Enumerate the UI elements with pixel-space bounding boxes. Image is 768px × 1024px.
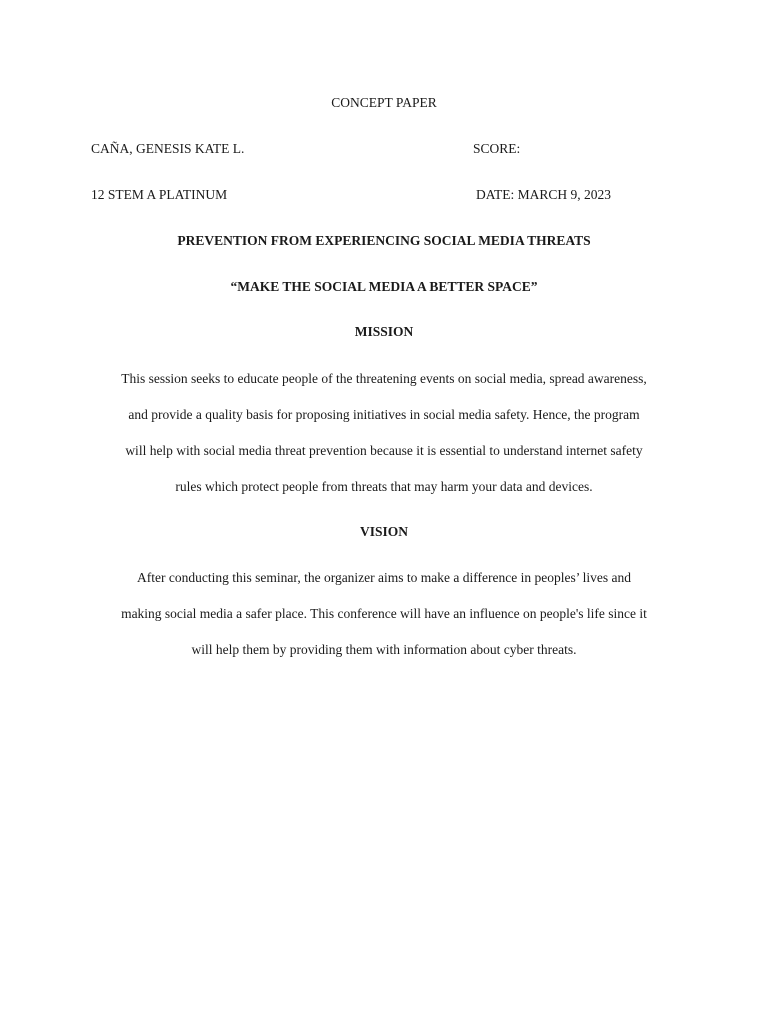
vision-line: will help them by providing them with information about cyber threats. [191, 642, 577, 657]
mission-heading: MISSION [354, 324, 414, 339]
paper-title: PREVENTION FROM EXPERIENCING SOCIAL MEDIA THREATS [177, 233, 591, 248]
student-section: 12 STEM A PLATINUM [91, 187, 228, 202]
mission-line: and provide a quality basis for proposing initiatives in social media safety. Hence, the program [128, 407, 640, 422]
mission-line: rules which protect people from threats that may harm your data and devices. [175, 479, 593, 494]
mission-line: will help with social media threat prevention because it is essential to understand internet safety [125, 443, 643, 458]
vision-paragraph [0, 569, 768, 677]
vision-heading: VISION [359, 524, 408, 539]
mission-paragraph [0, 370, 768, 514]
date-label: DATE: MARCH 9, 2023 [476, 187, 612, 202]
document-type: CONCEPT PAPER [331, 95, 437, 110]
vision-line: After conducting this seminar, the organizer aims to make a difference in peoples’ lives and [137, 570, 631, 585]
paper-subtitle: “MAKE THE SOCIAL MEDIA A BETTER SPACE” [230, 279, 538, 294]
student-name: CAÑA, GENESIS KATE L. [91, 141, 245, 156]
vision-line: making social media a safer place. This conference will have an influence on people's life since it [121, 606, 647, 621]
mission-line: This session seeks to educate people of the threatening events on social media, spread awareness, [121, 371, 647, 386]
score-label: SCORE: [473, 141, 521, 156]
